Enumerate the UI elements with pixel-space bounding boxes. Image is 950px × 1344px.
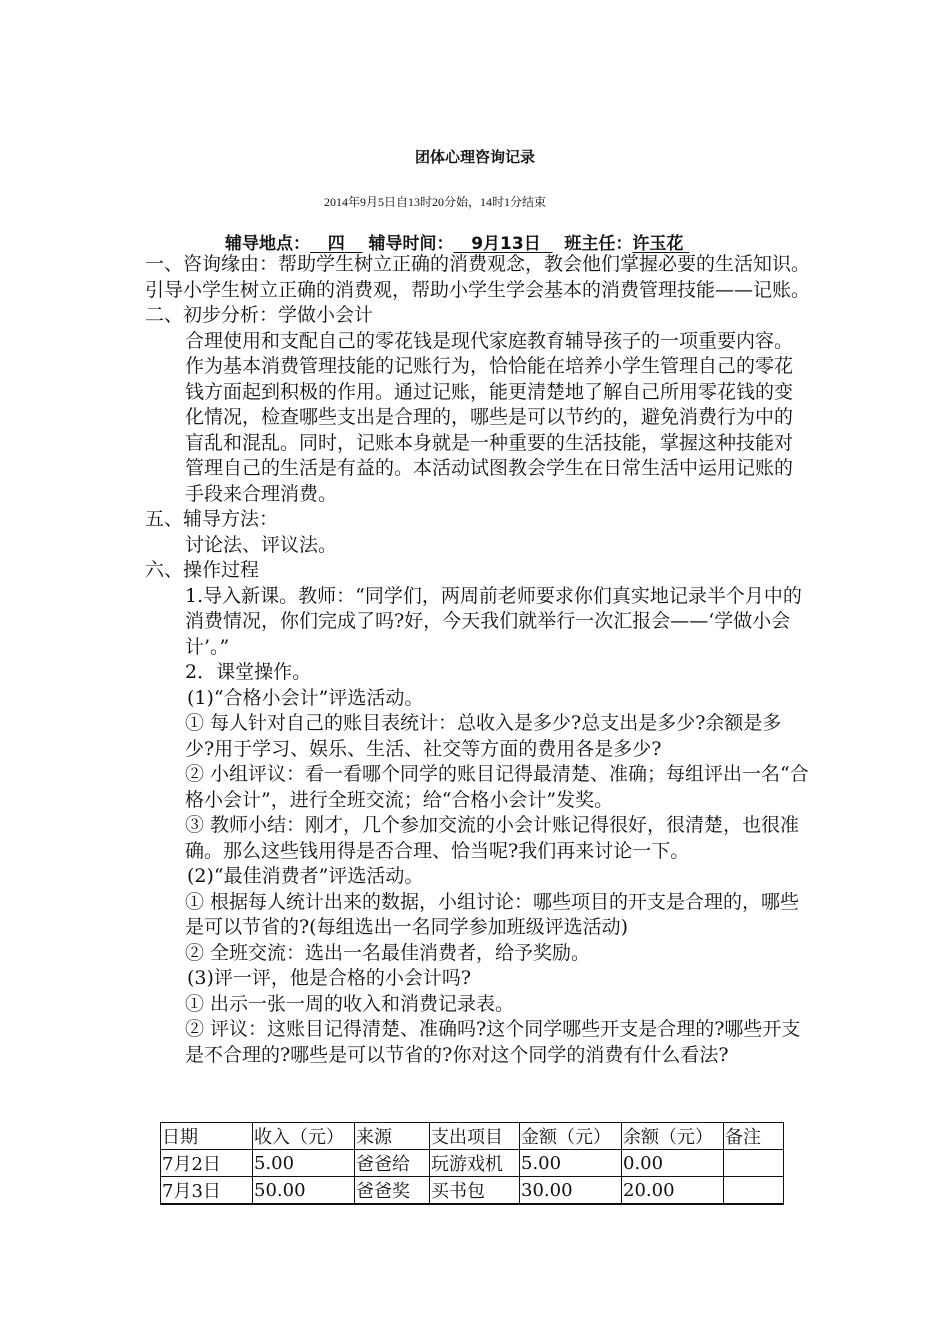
cell-source: 爸爸奖 [355, 1177, 430, 1205]
session-dateline: 2014年9月5日自13时20分始，14时1分结束 [323, 195, 546, 209]
body-paragraph: ① 出示一张一周的收入和消费记录表。 [185, 992, 515, 1015]
place-value [310, 234, 363, 254]
body-paragraph: 合理使用和支配自己的零花钱是现代家庭教育辅导孩子的一项重要内容。作为基本消费管理技能的记账行为，恰恰能在培养小学生管理自己的零花钱方面起到积极的作用。通过记账，能更清楚地了解自己所用零花钱的变化情况，检查哪些支出是合理的，哪些是可以节约的，避免消费行为中的盲乱和混乱。同时，记账本身就是一种重要的生活技能，掌握这种技能对管理自己的生活是有益的。本活动试图教会学生在日常生活中运用记账的手段来合理消费。 [185, 329, 794, 505]
table-header-row [161, 1123, 784, 1150]
body-paragraph: ② 小组评议：看一看哪个同学的账目记得最清楚、准确；每组评出一名“合格小会计”，进行全班交流；给“合格小会计”发奖。 [185, 763, 809, 811]
cell-amount: 5.00 [520, 1150, 622, 1177]
body-paragraph: 六、操作过程 [145, 559, 260, 581]
cell-remarks [724, 1150, 784, 1177]
cell-balance: 0.00 [622, 1150, 724, 1177]
cell-amount: 30.00 [520, 1177, 622, 1205]
table-row [161, 1177, 784, 1205]
income-expense-table [160, 1122, 784, 1205]
header-date: 日期 [161, 1123, 253, 1150]
body-paragraph: ③ 教师小结：刚才，几个参加交流的小会计账记得很好，很清楚，也很准确。那么这些钱用得是否合理、恰当呢?我们再来讨论一下。 [185, 814, 800, 862]
place-value-text: 四 [327, 234, 345, 254]
time-value-text: 9月13日 [471, 234, 541, 254]
body-paragraph: 五、辅导方法： [145, 508, 279, 530]
body-paragraph: ① 根据每人统计出来的数据，小组讨论：哪些项目的开支是合理的，哪些是可以节省的?(每组选出一名同学参加班级评选活动) [185, 890, 800, 938]
teacher-value [632, 234, 689, 254]
body-paragraph: (3)评一评，他是合格的小会计吗? [187, 967, 472, 989]
header-income: 收入（元） [253, 1123, 355, 1150]
session-info-line [225, 229, 689, 254]
cell-date: 7月3日 [161, 1177, 253, 1205]
header-balance: 余额（元） [622, 1123, 724, 1150]
body-paragraph: 一、咨询缘由：帮助学生树立正确的消费观念，教会他们掌握必要的生活知识。引导小学生树立正确的消费观，帮助小学生学会基本的消费管理技能——记账。 [145, 253, 811, 301]
cell-expense-item: 买书包 [430, 1177, 520, 1205]
body-paragraph: 二、初步分析：学做小会计 [145, 304, 374, 326]
document-body [145, 252, 810, 1068]
table-row [161, 1150, 784, 1177]
teacher-label: 班主任： [564, 234, 633, 254]
body-paragraph: 1.导入新课。教师：“同学们，两周前老师要求你们真实地记录半个月中的消费情况，你们完成了吗?好，今天我们就举行一次汇报会——‘学做小会计’。” [185, 584, 802, 658]
body-paragraph: (2)“最佳消费者”评选活动。 [187, 865, 424, 887]
cell-remarks [724, 1177, 784, 1205]
body-paragraph: ② 评议：这账目记得清楚、准确吗?这个同学哪些开支是合理的?哪些开支是不合理的?哪些是可以节省的?你对这个同学的消费有什么看法? [185, 1018, 801, 1066]
body-paragraph: (1)“合格小会计”评选活动。 [187, 686, 424, 709]
cell-income: 5.00 [253, 1150, 355, 1177]
header-remarks: 备注 [724, 1123, 784, 1150]
cell-income: 50.00 [253, 1177, 355, 1205]
teacher-value-text: 许玉花 [632, 234, 684, 254]
header-expense-item: 支出项目 [430, 1123, 520, 1150]
document-title: 团体心理咨询记录 [414, 148, 535, 166]
cell-date: 7月2日 [161, 1150, 253, 1177]
cell-expense-item: 玩游戏机 [430, 1150, 520, 1177]
body-paragraph: ② 全班交流：选出一名最佳消费者，给予奖励。 [185, 941, 591, 964]
place-label: 辅导地点： [225, 234, 310, 254]
body-paragraph: 讨论法、评议法。 [185, 533, 338, 556]
body-paragraph: 2．课堂操作。 [185, 661, 312, 683]
header-amount: 金额（元） [520, 1123, 622, 1150]
cell-source: 爸爸给 [355, 1150, 430, 1177]
body-paragraph: ① 每人针对自己的账目表统计：总收入是多少?总支出是多少?余额是多少?用于学习、娱乐、生活、社交等方面的费用各是多少? [185, 712, 782, 760]
cell-balance: 20.00 [622, 1177, 724, 1205]
time-value [453, 234, 552, 254]
time-label: 辅导时间： [368, 234, 454, 254]
header-source: 来源 [355, 1123, 430, 1150]
